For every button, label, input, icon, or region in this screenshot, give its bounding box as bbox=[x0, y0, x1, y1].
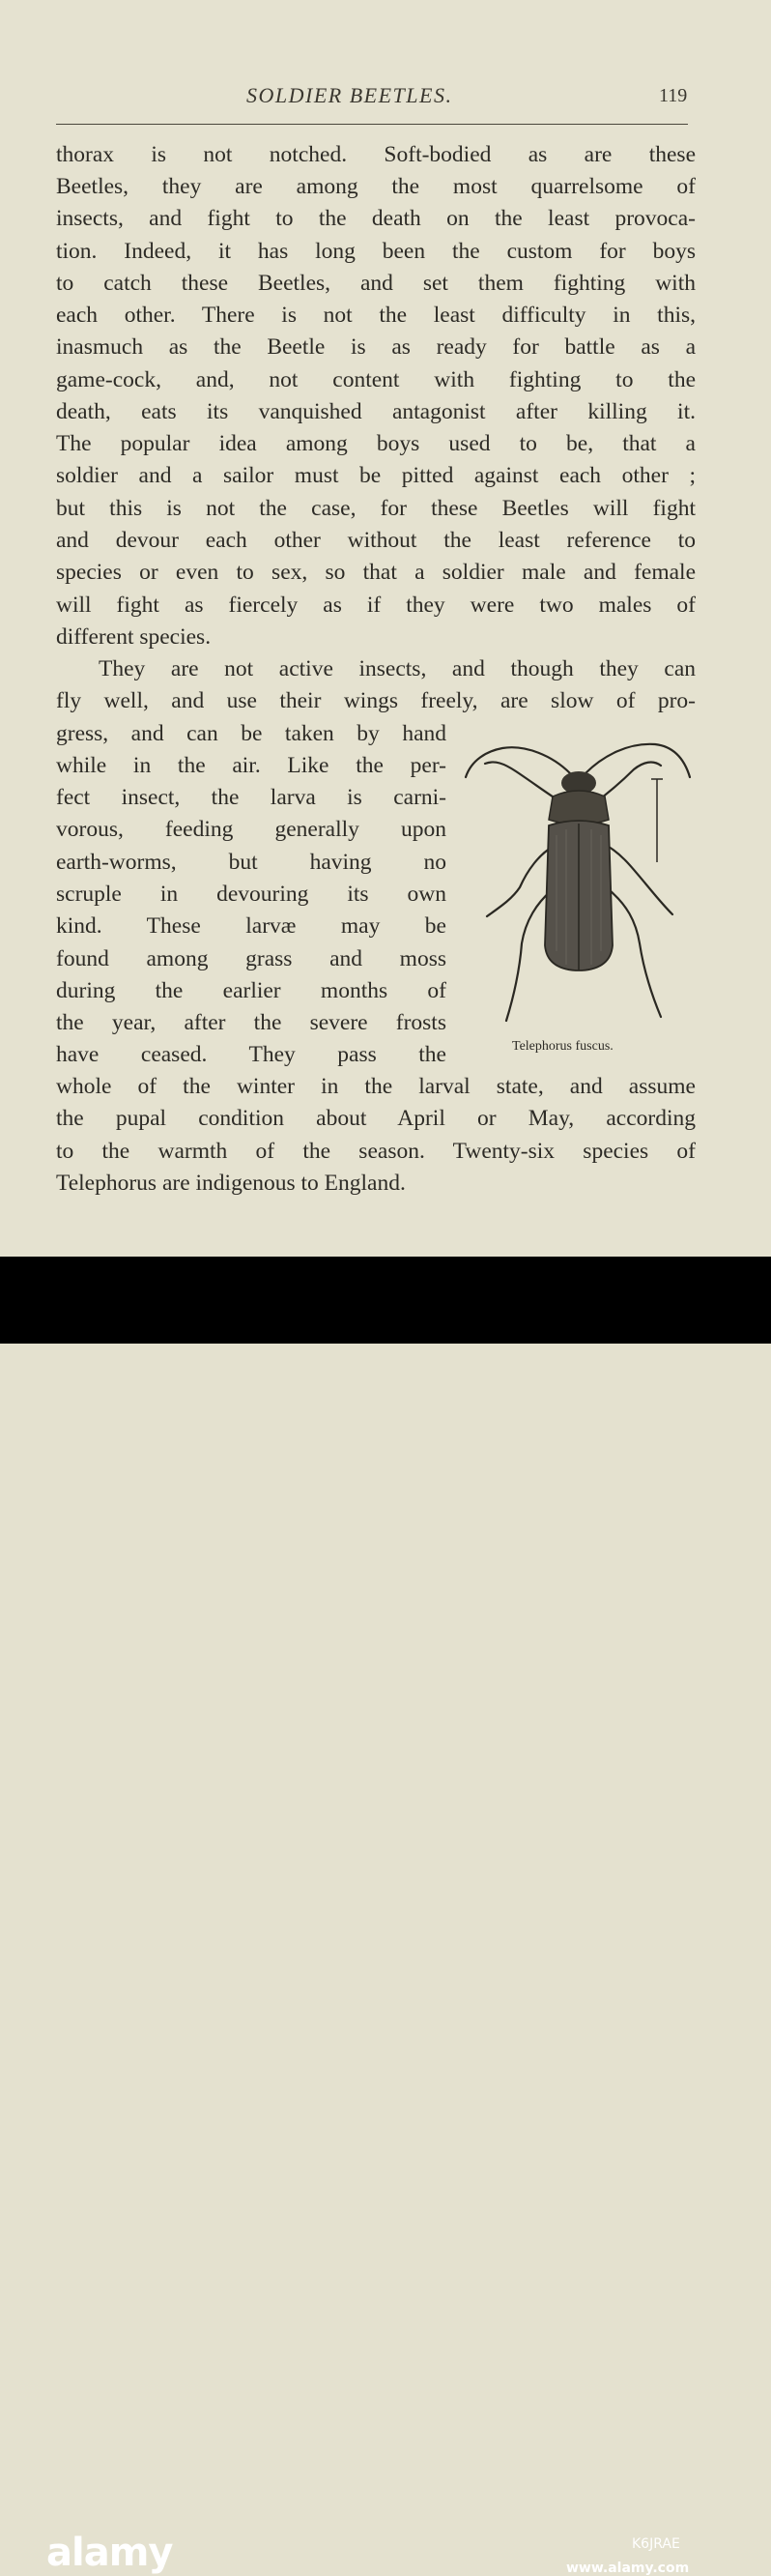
text-line: have ceased. They pass the bbox=[56, 1042, 446, 1067]
header-rule bbox=[56, 124, 688, 125]
text-line: to catch these Beetles, and set them fighting with bbox=[56, 271, 696, 296]
beetle-icon bbox=[456, 727, 700, 1036]
figure-caption: Telephorus fuscus. bbox=[512, 1039, 614, 1054]
text-line: Telephorus are indigenous to England. bbox=[56, 1171, 406, 1196]
text-line: different species. bbox=[56, 624, 212, 650]
page-number: 119 bbox=[659, 85, 688, 106]
image-id: K6JRAE bbox=[632, 2536, 680, 2552]
text-line: found among grass and moss bbox=[56, 946, 446, 971]
text-line: earth-worms, but having no bbox=[56, 850, 446, 875]
text-line: inasmuch as the Beetle is as ready for battle as a bbox=[56, 334, 696, 360]
text-line: fly well, and use their wings freely, are slow of pro- bbox=[56, 688, 696, 713]
text-line: gress, and can be taken by hand bbox=[56, 721, 446, 746]
running-title: SOLDIER BEETLES. bbox=[246, 83, 453, 107]
text-line: tion. Indeed, it has long been the custom for boys bbox=[56, 239, 696, 264]
text-line: scruple in devouring its own bbox=[56, 882, 446, 907]
text-line: vorous, feeding generally upon bbox=[56, 817, 446, 842]
text-line: thorax is not notched. Soft-bodied as are these bbox=[56, 142, 696, 167]
text-line: during the earlier months of bbox=[56, 978, 446, 1003]
text-line: kind. These larvæ may be bbox=[56, 913, 446, 939]
text-line: Beetles, they are among the most quarrelsome of bbox=[56, 174, 696, 199]
text-line: fect insect, the larva is carni- bbox=[56, 785, 446, 810]
text-line: soldier and a sailor must be pitted against each other ; bbox=[56, 463, 696, 488]
text-line: species or even to sex, so that a soldier male and female bbox=[56, 560, 696, 585]
text-line: game-cock, and, not content with fighting to the bbox=[56, 367, 696, 392]
beetle-illustration bbox=[456, 727, 700, 1065]
text-line: the pupal condition about April or May, according bbox=[56, 1106, 696, 1131]
text-line: death, eats its vanquished antagonist after killing it. bbox=[56, 399, 696, 424]
text-line: insects, and fight to the death on the least provoca- bbox=[56, 206, 696, 231]
text-line: whole of the winter in the larval state, and assume bbox=[56, 1074, 696, 1099]
text-line: while in the air. Like the per- bbox=[56, 753, 446, 778]
site-url: www.alamy.com bbox=[566, 2561, 690, 2576]
text-line: and devour each other without the least reference to bbox=[56, 528, 696, 553]
text-line: They are not active insects, and though they can bbox=[99, 656, 696, 681]
text-line: each other. There is not the least difficulty in this, bbox=[56, 303, 696, 328]
alamy-logo: alamy bbox=[46, 2531, 173, 2575]
watermark-footer bbox=[0, 1257, 771, 2576]
book-page bbox=[0, 0, 771, 1257]
text-line: The popular idea among boys used to be, that a bbox=[56, 431, 696, 456]
text-line: the year, after the severe frosts bbox=[56, 1010, 446, 1035]
text-line: to the warmth of the season. Twenty-six species of bbox=[56, 1139, 696, 1164]
text-line: will fight as fiercely as if they were two males of bbox=[56, 593, 696, 618]
text-line: but this is not the case, for these Beetles will fight bbox=[56, 496, 696, 521]
running-head bbox=[0, 83, 771, 112]
